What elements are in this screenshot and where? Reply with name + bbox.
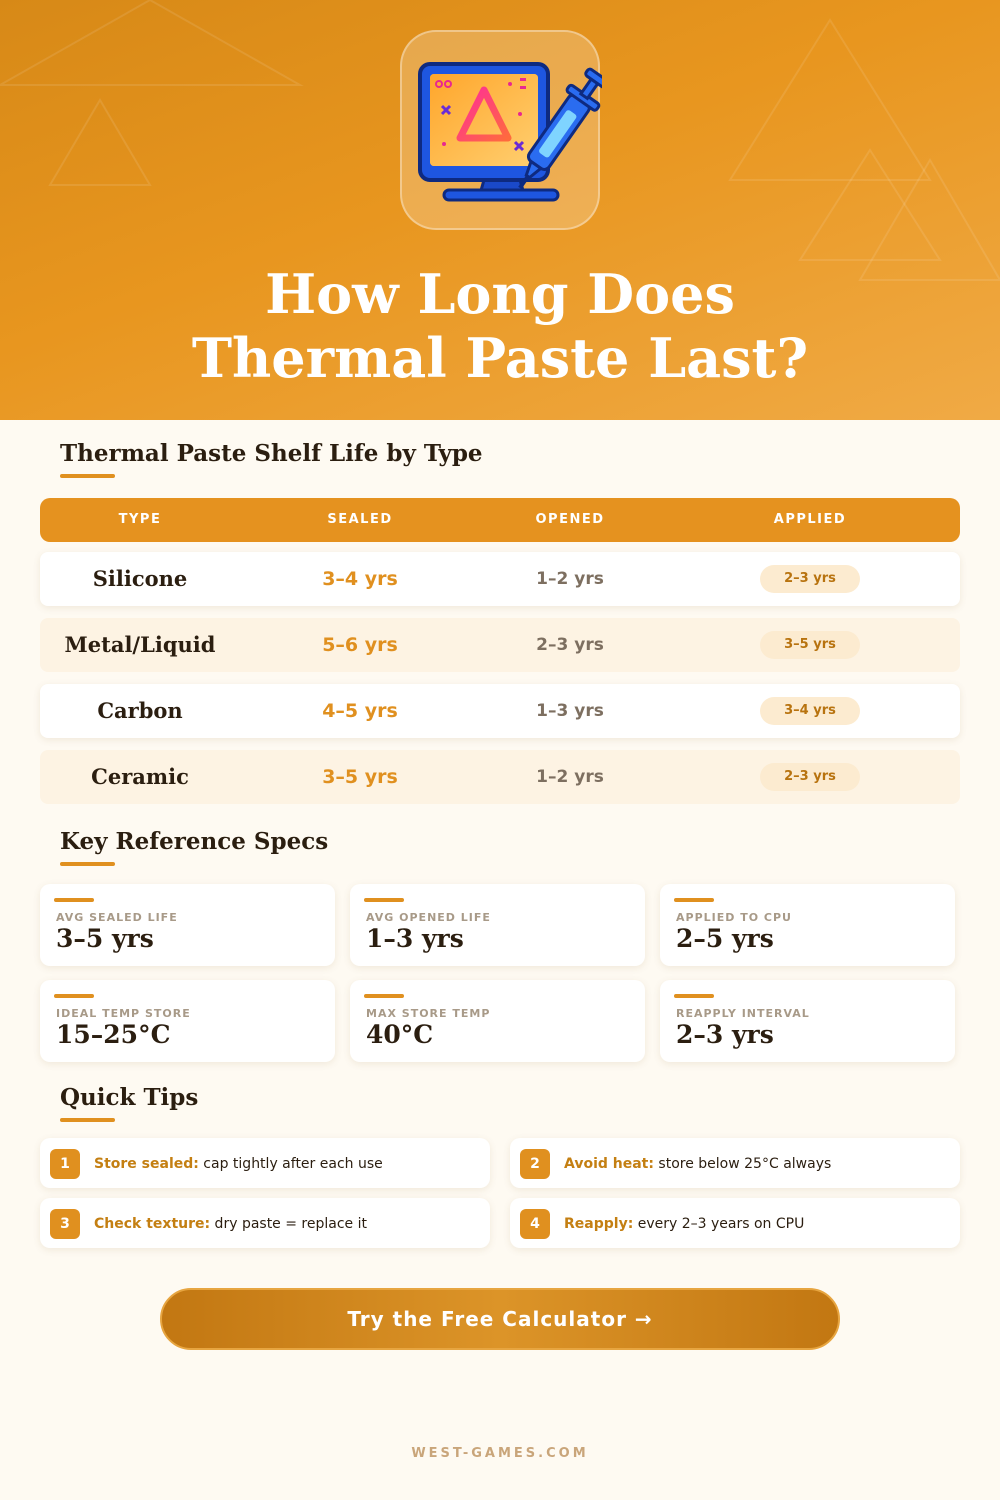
tip-body: every 2–3 years on CPU <box>633 1216 805 1232</box>
header-applied: APPLIED <box>773 512 847 527</box>
tip-text <box>564 1138 831 1190</box>
spec-label: MAX STORE TEMP <box>366 1007 491 1020</box>
tip-number-badge: 3 <box>50 1209 80 1239</box>
spec-value: 1–3 yrs <box>366 924 464 953</box>
specs-section-title: Key Reference Specs <box>60 828 329 855</box>
spec-label: AVG OPENED LIFE <box>366 911 491 924</box>
spec-label: REAPPLY INTERVAL <box>676 1007 810 1020</box>
tip-number-badge: 4 <box>520 1209 550 1239</box>
tip-card <box>40 1138 490 1188</box>
spec-accent-bar <box>674 898 714 902</box>
spec-accent-bar <box>364 898 404 902</box>
page-title-line-1: How Long Does <box>265 262 735 326</box>
tip-heading: Avoid heat: <box>564 1156 654 1172</box>
footer-site-link[interactable]: WEST-GAMES.COM <box>411 1446 589 1461</box>
spec-value: 2–3 yrs <box>676 1020 774 1049</box>
tip-text <box>94 1198 367 1250</box>
spec-label: APPLIED TO CPU <box>676 911 792 924</box>
hero-banner <box>0 0 1000 420</box>
cell-opened: 2–3 yrs <box>536 635 604 655</box>
tip-body: dry paste = replace it <box>210 1216 367 1232</box>
header-opened: OPENED <box>535 512 605 527</box>
tip-number-badge: 1 <box>50 1149 80 1179</box>
applied-badge: 2–3 yrs <box>760 763 860 791</box>
header-type: TYPE <box>118 512 162 527</box>
table-row <box>40 750 960 804</box>
tip-card <box>510 1138 960 1188</box>
cell-type: Carbon <box>97 698 183 723</box>
cell-sealed: 3–5 yrs <box>322 766 398 788</box>
page-title-line-2: Thermal Paste Last? <box>191 326 809 390</box>
spec-label: AVG SEALED LIFE <box>56 911 178 924</box>
page-title <box>0 262 1000 390</box>
cell-type: Silicone <box>92 566 188 591</box>
spec-accent-bar <box>54 994 94 998</box>
tip-text <box>564 1198 804 1250</box>
tip-body: store below 25°C always <box>653 1156 832 1172</box>
monitor-syringe-icon <box>402 32 602 232</box>
spec-value: 3–5 yrs <box>56 924 154 953</box>
table-row <box>40 552 960 606</box>
spec-card <box>350 980 645 1062</box>
tip-text <box>94 1138 383 1190</box>
cell-type: Metal/Liquid <box>64 632 216 657</box>
spec-value: 40°C <box>366 1020 434 1049</box>
section-underline <box>60 474 115 478</box>
tip-heading: Check texture: <box>94 1216 211 1232</box>
header-sealed: SEALED <box>327 512 393 527</box>
cell-opened: 1–3 yrs <box>536 701 604 721</box>
app-icon-tile <box>400 30 600 230</box>
spec-accent-bar <box>54 898 94 902</box>
shelf-life-section-title: Thermal Paste Shelf Life by Type <box>60 440 483 467</box>
section-underline <box>60 862 115 866</box>
cell-sealed: 3–4 yrs <box>322 568 398 590</box>
spec-accent-bar <box>364 994 404 998</box>
applied-badge: 2–3 yrs <box>760 565 860 593</box>
table-row <box>40 684 960 738</box>
cell-opened: 1–2 yrs <box>536 569 604 589</box>
applied-badge: 3–4 yrs <box>760 697 860 725</box>
spec-card <box>660 980 955 1062</box>
section-underline <box>60 1118 115 1122</box>
table-row <box>40 618 960 672</box>
spec-accent-bar <box>674 994 714 998</box>
spec-value: 15–25°C <box>56 1020 171 1049</box>
cell-opened: 1–2 yrs <box>536 767 604 787</box>
applied-badge: 3–5 yrs <box>760 631 860 659</box>
spec-card <box>40 980 335 1062</box>
tip-body: cap tightly after each use <box>198 1156 383 1172</box>
cell-sealed: 4–5 yrs <box>322 700 398 722</box>
tip-card <box>510 1198 960 1248</box>
cell-type: Ceramic <box>91 764 189 789</box>
tip-number-badge: 2 <box>520 1149 550 1179</box>
spec-label: IDEAL TEMP STORE <box>56 1007 191 1020</box>
tips-section-title: Quick Tips <box>60 1084 199 1111</box>
spec-card <box>660 884 955 966</box>
tip-heading: Reapply: <box>564 1216 634 1232</box>
cell-sealed: 5–6 yrs <box>322 634 398 656</box>
spec-value: 2–5 yrs <box>676 924 774 953</box>
shelf-life-table-header <box>40 498 960 542</box>
free-calculator-button[interactable]: Try the Free Calculator → <box>160 1288 840 1350</box>
spec-card <box>350 884 645 966</box>
tip-heading: Store sealed: <box>94 1156 199 1172</box>
spec-card <box>40 884 335 966</box>
tip-card <box>40 1198 490 1248</box>
